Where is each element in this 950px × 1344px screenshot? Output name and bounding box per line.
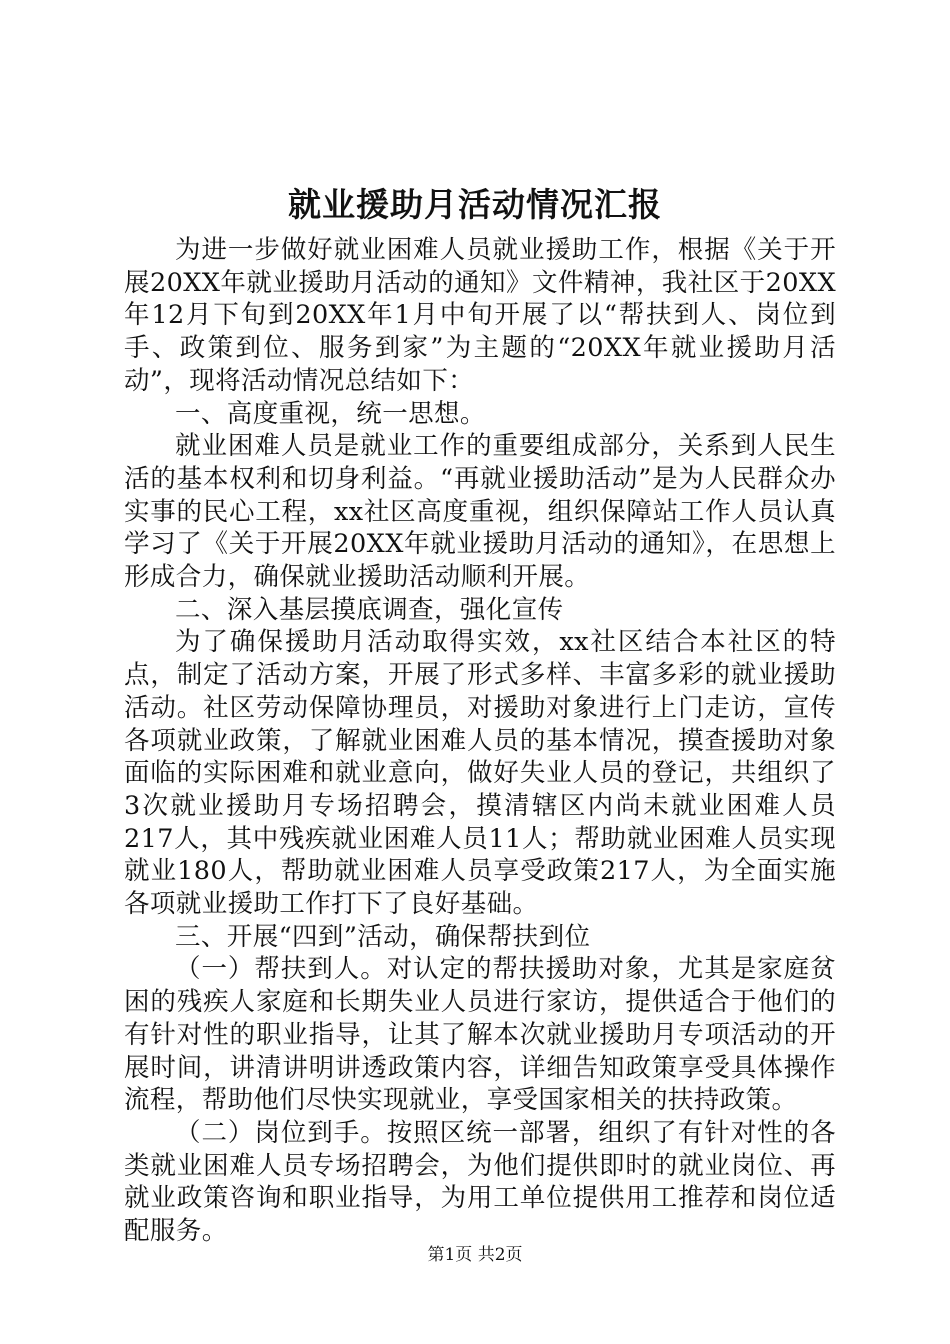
paragraph-section-2: 为了确保援助月活动取得实效，xx社区结合本社区的特点，制定了活动方案，开展了形式多样、丰富多彩的就业援助活动。社区劳动保障协理员，对援助对象进行上门走访，宣传各项就业政策，了解就业困难人员的基本情况，摸查援助对象面临的实际困难和就业意向，做好失业人员的登记，共组织了3次就业援助月专场招聘会，摸清辖区内尚未就业困难人员217人，其中残疾就业困难人员11人；帮助就业困难人员实现就业180人，帮助就业困难人员享受政策217人，为全面实施各项就业援助工作打下了良好基础。 bbox=[124, 627, 836, 920]
section-heading-1: 一、高度重视，统一思想。 bbox=[175, 398, 486, 429]
document-title: 就业援助月活动情况汇报 bbox=[288, 185, 662, 224]
paragraph-subsection-1: （一）帮扶到人。对认定的帮扶援助对象，尤其是家庭贫困的残疾人家庭和长期失业人员进行家访，提供适合于他们的有针对性的职业指导，让其了解本次就业援助月专项活动的开展时间，讲清讲明讲透政策内容，详细告知政策享受具体操作流程，帮助他们尽快实现就业，享受国家相关的扶持政策。 bbox=[124, 954, 836, 1116]
paragraph-section-1: 就业困难人员是就业工作的重要组成部分，关系到人民生活的基本权利和切身利益。“再就业援助活动”是为人民群众办实事的民心工程，xx社区高度重视，组织保障站工作人员认真学习了《关于开展20XX年就业援助月活动的通知》，在思想上形成合力，确保就业援助活动顺利开展。 bbox=[124, 431, 836, 593]
page-number-footer: 第1页 共2页 bbox=[427, 1245, 523, 1265]
section-heading-2: 二、深入基层摸底调查，强化宣传 bbox=[175, 594, 564, 625]
section-heading-3: 三、开展“四到”活动，确保帮扶到位 bbox=[175, 921, 591, 952]
paragraph-subsection-2: （二）岗位到手。按照区统一部署，组织了有针对性的各类就业困难人员专场招聘会，为他们提供即时的就业岗位、再就业政策咨询和职业指导，为用工单位提供用工推荐和岗位适配服务。 bbox=[124, 1117, 836, 1247]
document-body bbox=[124, 234, 836, 1248]
paragraph-intro: 为进一步做好就业困难人员就业援助工作，根据《关于开展20XX年就业援助月活动的通知》文件精神，我社区于20XX年12月下旬到20XX年1月中旬开展了以“帮扶到人、岗位到手、政策到位、服务到家”为主题的“20XX年就业援助月活动”，现将活动情况总结如下： bbox=[124, 235, 836, 396]
